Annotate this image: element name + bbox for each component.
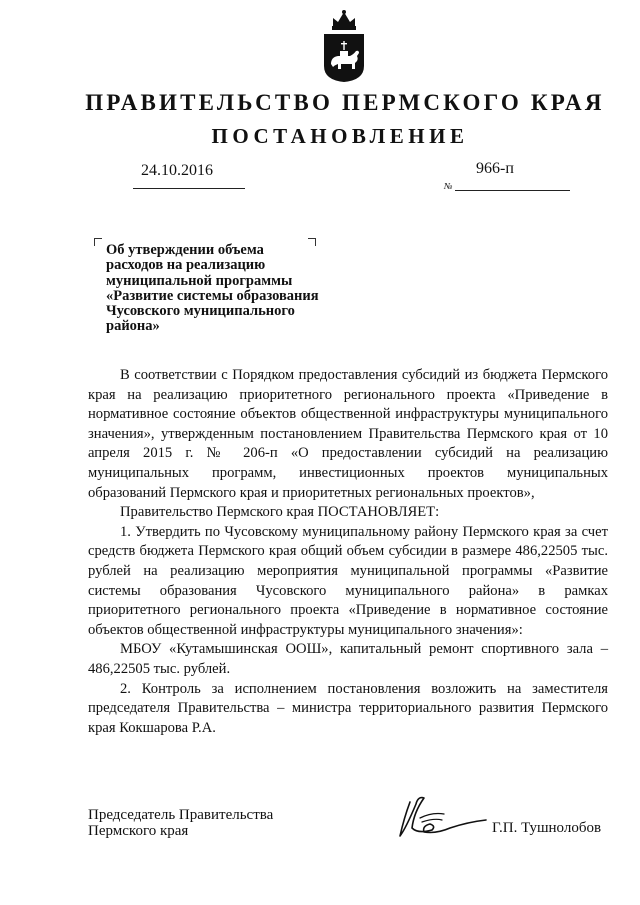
signatory-title-line: Пермского края <box>88 822 189 839</box>
item-1-paragraph: 1. Утвердить по Чусовскому муниципальному району Пермского края за счет средств бюджета Пермского края общий объем субсидии в размере 486,22505 тыс. рублей на реализацию мероприятия муниципальной программы «Развитие системы образования Чусовского муниципального района» в рамках приоритетного регионального проекта «Приведение в нормативное состояние объектов общественной инфраструктуры муниципального значения»: <box>88 523 608 638</box>
preamble-paragraph: В соответствии с Порядком предоставления субсидий из бюджета Пермского края на реализацию приоритетного регионального проекта «Приведение в нормативное состояние объектов общественной инфраструктуры муниципального значения», утвержденным постановлением Правительства Пермского края от 10 апреля 2015 г. № 206-п «О предоставлении субсидий на реализацию муниципальных программ, инвестиционных проектов муниципальных образований Пермского края и приоритетных региональных проектов», <box>88 367 608 501</box>
document-number: 966-п <box>476 160 514 177</box>
document-body <box>88 366 608 738</box>
date-field <box>133 162 253 189</box>
number-field <box>444 160 570 191</box>
document-subject <box>106 243 346 335</box>
number-underline <box>455 180 571 191</box>
number-sign: № <box>444 181 453 191</box>
subject-line: Чусовского муниципального <box>106 303 295 320</box>
document-date: 24.10.2016 <box>141 162 213 179</box>
subject-line: Об утверждении объема <box>106 242 264 258</box>
subject-corner-left <box>94 238 102 246</box>
date-underline <box>133 188 245 189</box>
coat-of-arms-icon <box>319 8 369 84</box>
document-type: ПОСТАНОВЛЕНИЕ <box>211 124 469 148</box>
item-2-paragraph: 2. Контроль за исполнением постановления возложить на заместителя председателя Правительства – министра территориального развития Пермского края Кокшарова Р.А. <box>88 680 608 736</box>
resolution-paragraph: Правительство Пермского края ПОСТАНОВЛЯЕТ: <box>120 504 440 521</box>
signatory-title-line: Председатель Правительства <box>88 807 274 823</box>
subject-line: муниципальной программы <box>106 272 293 289</box>
signatory-title <box>88 808 308 839</box>
signatory-name: Г.П. Тушнолобов <box>492 820 602 836</box>
item-1-detail-paragraph: МБОУ «Кутамышинская ООШ», капитальный ремонт спортивного зала – 486,22505 тыс. рублей. <box>88 641 608 677</box>
subject-line: расходов на реализацию <box>106 257 266 274</box>
handwritten-signature-icon <box>392 788 488 844</box>
subject-line: «Развитие системы образования <box>106 287 319 304</box>
government-title: ПРАВИТЕЛЬСТВО ПЕРМСКОГО КРАЯ <box>85 90 605 115</box>
subject-line: района» <box>106 318 160 335</box>
